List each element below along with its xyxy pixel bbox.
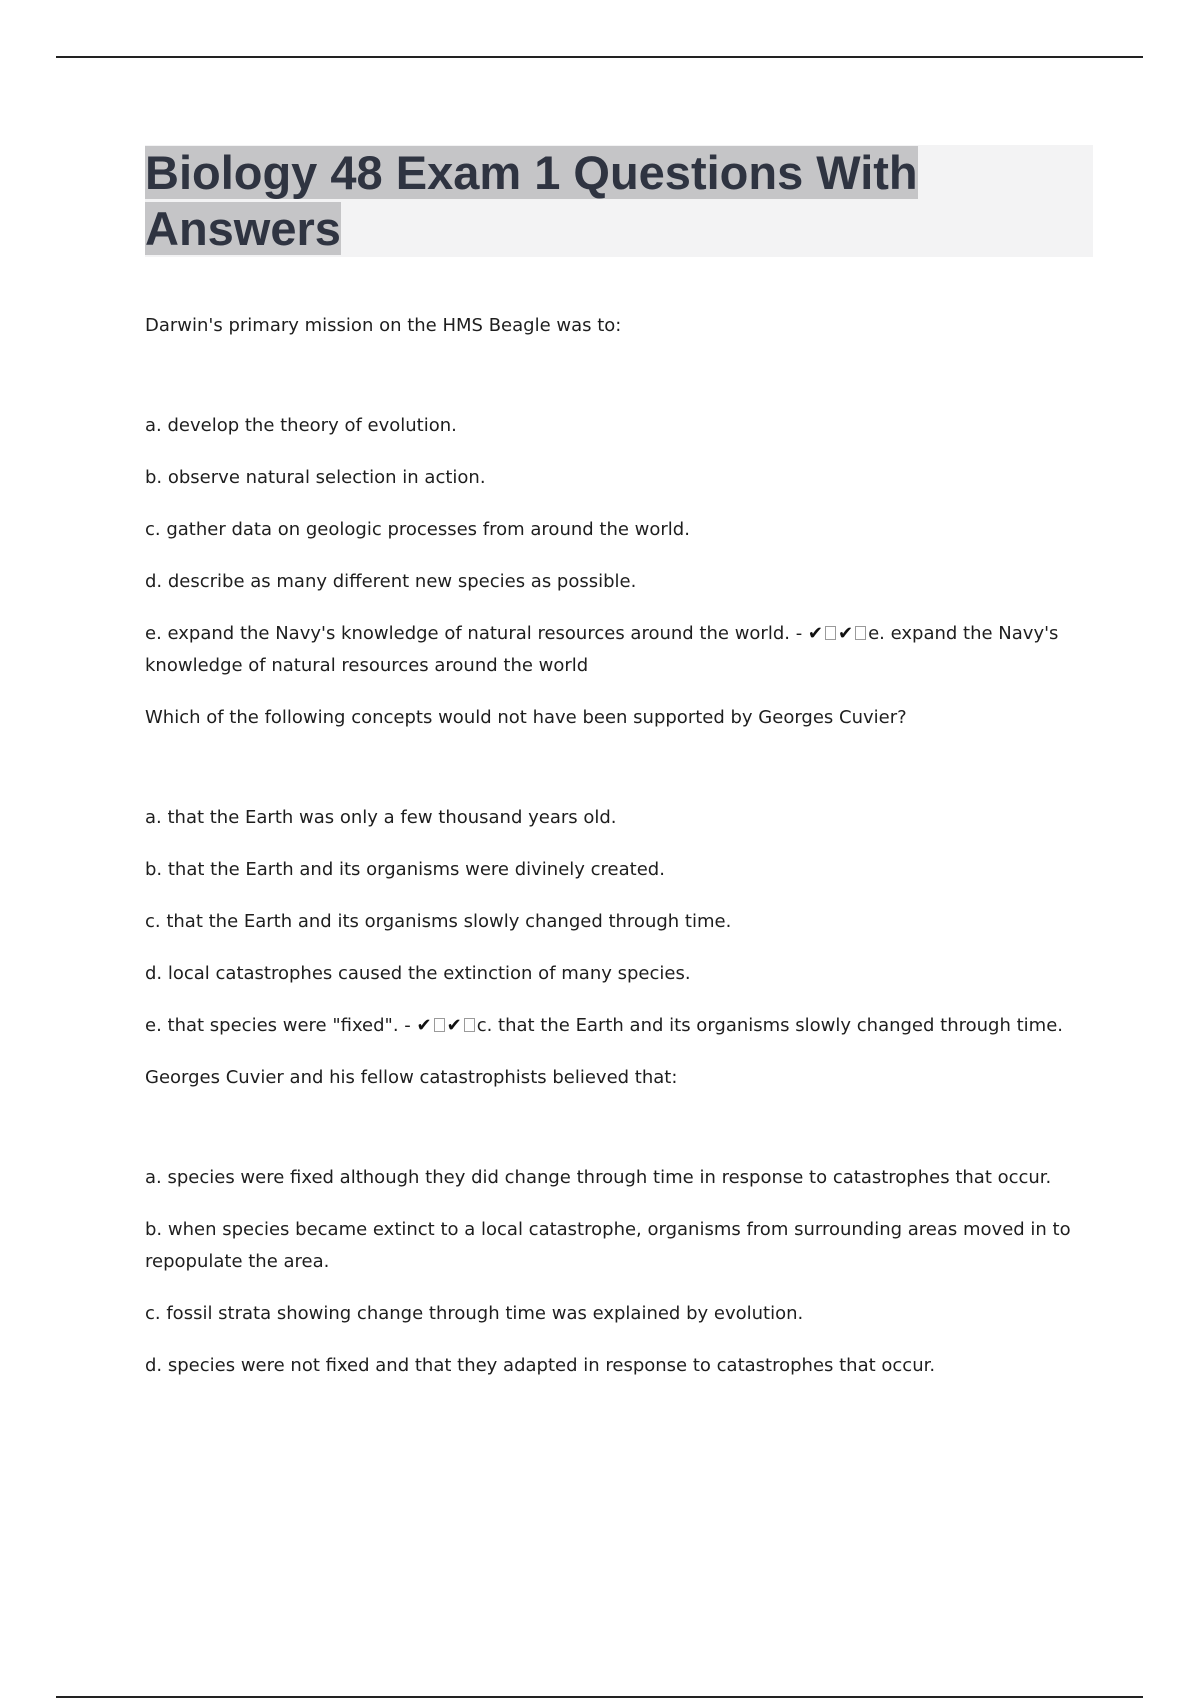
question-1-option-d: d. describe as many different new species as possible.: [145, 571, 637, 592]
question-2-option-e: e. that species were "fixed". -: [145, 1015, 417, 1036]
question-2-prompt: Which of the following concepts would not have been supported by Georges Cuvier?: [145, 707, 907, 728]
check-mark-icon: ✔: [446, 1015, 462, 1036]
question-2-answer: c. that the Earth and its organisms slowly changed through time.: [476, 1015, 1063, 1036]
check-mark-icon: ✔: [807, 623, 824, 644]
placeholder-box-icon: [434, 1018, 445, 1032]
question-3-option-b: b. when species became extinct to a local catastrophe, organisms from surrounding areas moved in to repopulate the area.: [145, 1219, 1077, 1272]
question-3-option-d: d. species were not fixed and that they adapted in response to catastrophes that occur.: [145, 1355, 936, 1376]
question-3-option-c: c. fossil strata showing change through time was explained by evolution.: [145, 1303, 804, 1324]
top-rule: [56, 56, 1143, 58]
placeholder-box-icon: [825, 626, 836, 640]
question-2-option-d: d. local catastrophes caused the extinction of many species.: [145, 963, 691, 984]
question-2-option-c: c. that the Earth and its organisms slowly changed through time.: [145, 911, 732, 932]
check-mark-icon: ✔: [838, 623, 854, 644]
question-2-option-e-with-answer: [145, 1010, 1085, 1042]
title-line-2: Answers: [145, 202, 341, 255]
placeholder-box-icon: [464, 1018, 475, 1032]
question-3-option-a: a. species were fixed although they did change through time in response to catastrophes that occur.: [145, 1167, 1052, 1188]
question-3-prompt: Georges Cuvier and his fellow catastrophists believed that:: [145, 1067, 678, 1088]
question-1-answer: e. expand the Navy's knowledge of natural resources around the world: [145, 623, 1065, 676]
check-mark-icon: ✔: [416, 1015, 432, 1036]
question-1-prompt: Darwin's primary mission on the HMS Beagle was to:: [145, 315, 622, 336]
question-1-option-b: b. observe natural selection in action.: [145, 467, 486, 488]
question-1-option-a: a. develop the theory of evolution.: [145, 415, 457, 436]
bottom-rule: [56, 1696, 1143, 1698]
question-1-option-e: e. expand the Navy's knowledge of natural resources around the world. -: [145, 623, 808, 644]
document-body: [145, 310, 1085, 1382]
title-line-1: Biology 48 Exam 1 Questions With: [145, 146, 918, 199]
page-title: [145, 145, 1093, 257]
placeholder-box-icon: [855, 626, 866, 640]
question-2-option-b: b. that the Earth and its organisms were divinely created.: [145, 859, 665, 880]
question-2-option-a: a. that the Earth was only a few thousand years old.: [145, 807, 617, 828]
question-1-option-c: c. gather data on geologic processes from around the world.: [145, 519, 690, 540]
question-1-option-e-with-answer: [145, 618, 1085, 682]
